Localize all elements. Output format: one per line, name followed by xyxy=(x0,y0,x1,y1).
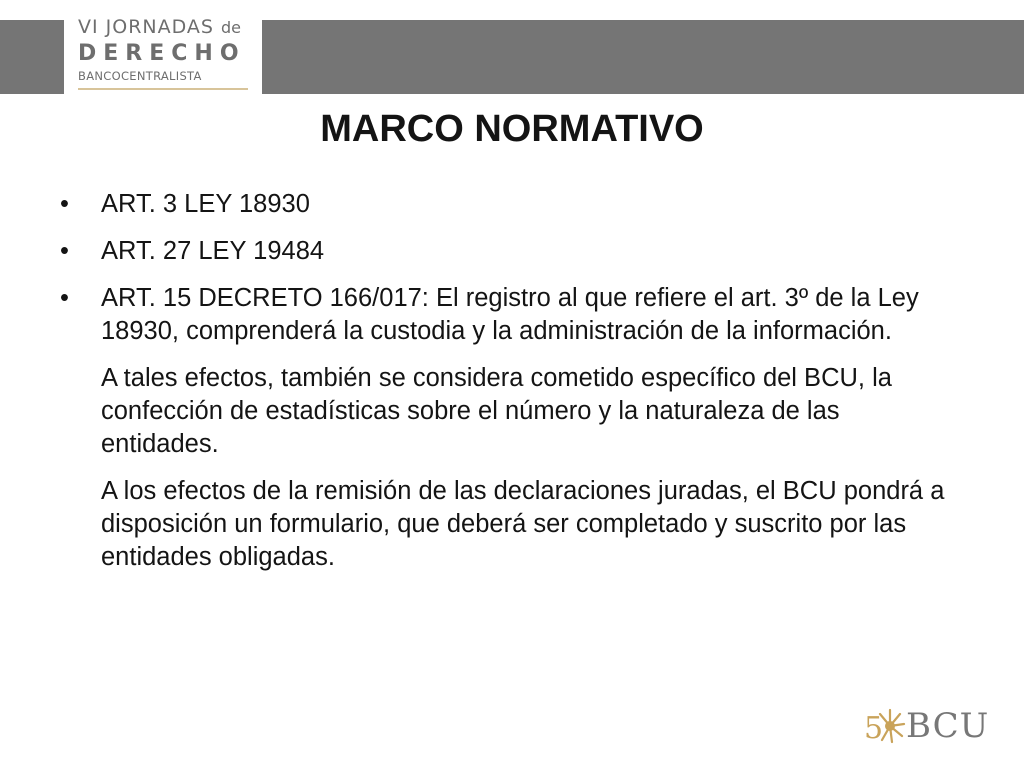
bcu-logo xyxy=(862,700,1002,752)
bcu-50-years-emblem-icon xyxy=(862,700,906,752)
bullet-text: ART. 27 LEY 19484 xyxy=(101,237,325,265)
event-logo xyxy=(64,0,262,96)
bullet-icon: • xyxy=(60,190,69,218)
bcu-logo-text: BCU xyxy=(906,706,990,746)
event-logo-line1-suffix: de xyxy=(221,18,242,37)
bullet-item xyxy=(60,282,960,348)
event-logo-line1: VI JORNADAS de xyxy=(78,16,242,38)
bullet-icon: • xyxy=(60,237,69,265)
bullet-icon: • xyxy=(60,284,69,312)
svg-text:5: 5 xyxy=(864,711,884,746)
bullet-item xyxy=(60,235,960,268)
slide-title: MARCO NORMATIVO xyxy=(320,108,704,150)
bullet-text: ART. 3 LEY 18930 xyxy=(101,190,310,218)
event-logo-line3: BANCOCENTRALISTA xyxy=(78,69,202,83)
body-paragraph: A los efectos de la remisión de las declaraciones juradas, el BCU pondrá a disposición un formulario, que deberá ser completado y suscrito por las entidades obligadas. xyxy=(101,477,945,571)
bullet-text: ART. 15 DECRETO 166/017: El registro al que refiere el art. 3º de la Ley 18930, comprenderá la custodia y la administración de la información. xyxy=(101,284,919,345)
slide-content xyxy=(60,188,960,588)
bullet-item xyxy=(60,188,960,221)
event-logo-line2: DERECHO xyxy=(78,41,246,66)
body-paragraph: A tales efectos, también se considera cometido específico del BCU, la confección de estadísticas sobre el número y la naturaleza de las entidades. xyxy=(101,364,892,458)
event-logo-underline xyxy=(78,88,248,90)
